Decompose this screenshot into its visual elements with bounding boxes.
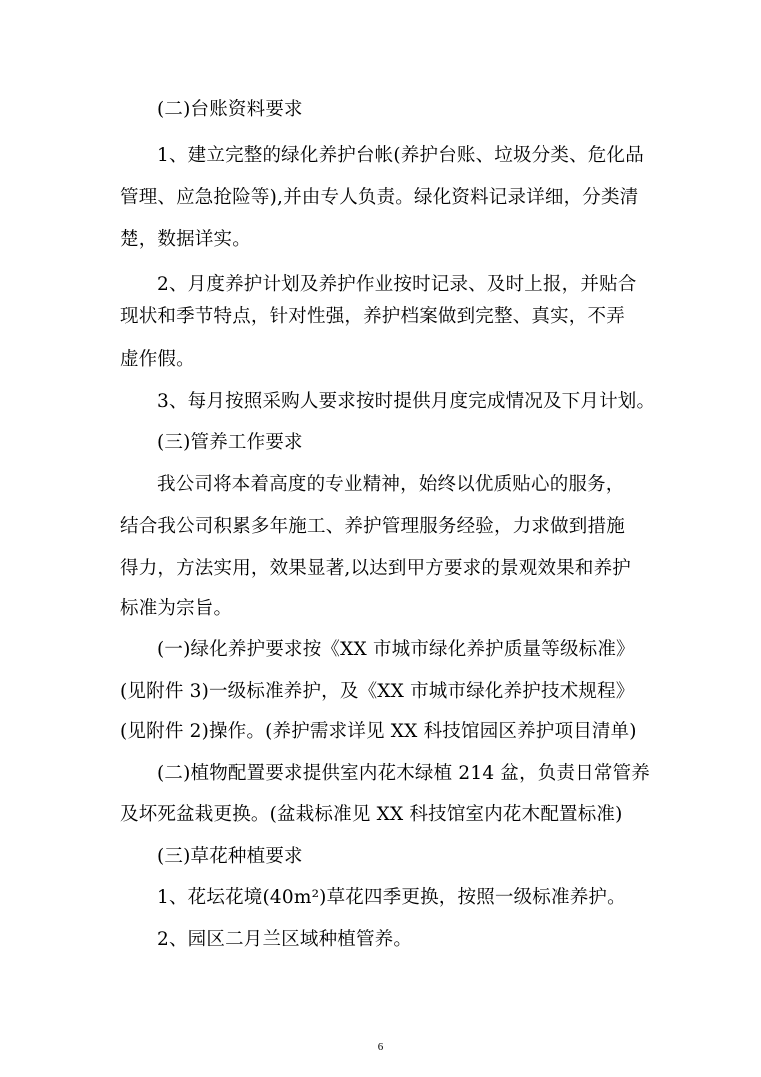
paragraph-line: 2、园区二月兰区域种植管养。 (157, 929, 413, 950)
paragraph-line: 我公司将本着高度的专业精神，始终以优质贴心的服务， (157, 474, 625, 495)
heading-ledger-requirements: (二)台账资料要求 (157, 99, 303, 120)
paragraph-line: 楚，数据详实。 (120, 229, 251, 250)
paragraph-line: 3、每月按照采购人要求按时提供月度完成情况及下月计划。 (157, 391, 656, 412)
paragraph-line: 现状和季节特点，针对性强，养护档案做到完整、真实，不弄 (120, 306, 625, 327)
heading-maintenance-requirements: (三)管养工作要求 (157, 432, 303, 453)
paragraph-line: (一)绿化养护要求按《XX 市城市绿化养护质量等级标准》 (157, 639, 635, 660)
paragraph-line: (见附件 2)操作。(养护需求详见 XX 科技馆园区养护项目清单) (120, 721, 637, 742)
paragraph-line: (见附件 3)一级标准养护，及《XX 市城市绿化养护技术规程》 (120, 681, 635, 702)
paragraph-line: 2、月度养护计划及养护作业按时记录、及时上报，并贴合 (157, 274, 637, 295)
heading-flower-planting: (三)草花种植要求 (157, 846, 303, 867)
paragraph-line: 得力，方法实用，效果显著,以达到甲方要求的景观效果和养护 (120, 558, 631, 579)
paragraph-line: 1、建立完整的绿化养护台帐(养护台账、垃圾分类、危化品 (157, 145, 644, 166)
paragraph-line: 结合我公司积累多年施工、养护管理服务经验，力求做到措施 (120, 516, 625, 537)
paragraph-line: 虚作假。 (120, 349, 195, 370)
paragraph-line: 1、花坛花境(40m²)草花四季更换，按照一级标准养护。 (157, 887, 626, 908)
paragraph-line: (二)植物配置要求提供室内花木绿植 214 盆，负责日常管养 (157, 763, 651, 784)
paragraph-line: 管理、应急抢险等),并由专人负责。绿化资料记录详细，分类清 (120, 187, 639, 208)
paragraph-line: 标准为宗旨。 (120, 598, 233, 619)
paragraph-line: 及坏死盆栽更换。(盆栽标准见 XX 科技馆室内花木配置标准) (120, 804, 623, 825)
page-number: 6 (377, 1041, 384, 1053)
